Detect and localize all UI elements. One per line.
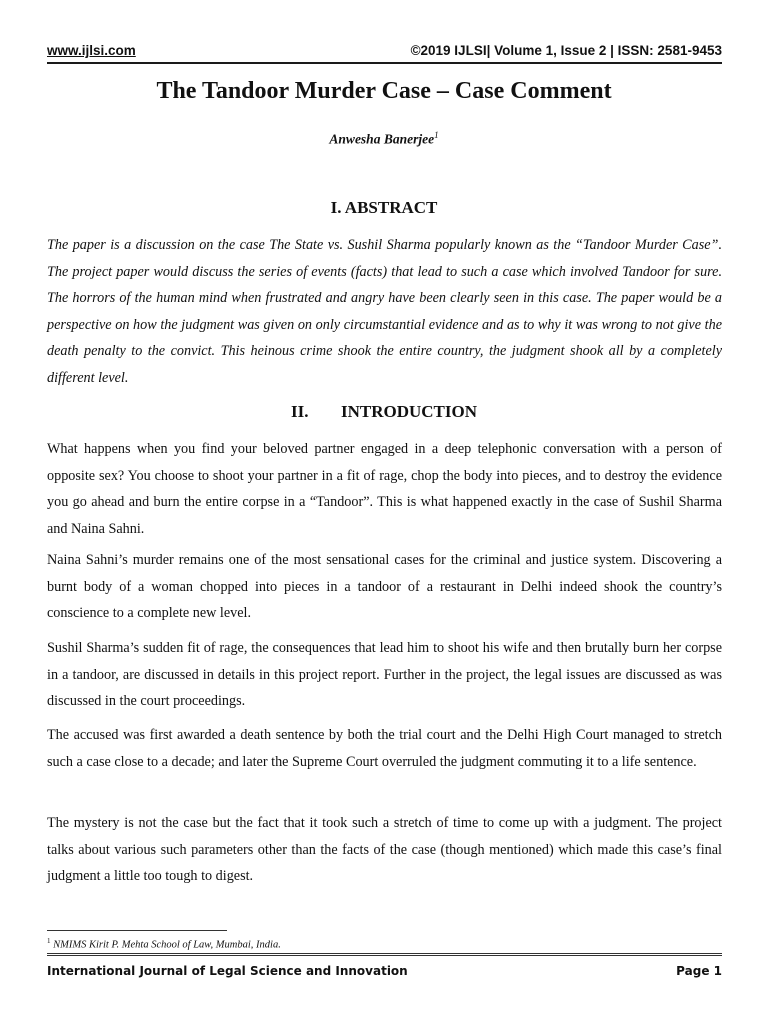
intro-paragraph-2: Naina Sahni’s murder remains one of the most sensational cases for the criminal and justice system. Discovering a burnt body of a woman chopped into pieces in a tandoor of a restaurant in Delhi indeed shook the country’s conscience to a complete new level. [47,552,722,622]
footnote-text: NMIMS Kirit P. Mehta School of Law, Mumbai, India. [53,939,281,951]
introduction-heading [0,402,768,422]
intro-paragraph-1: What happens when you find your beloved partner engaged in a deep telephonic conversation with a person of opposite sex? You choose to shoot your partner in a fit of rage, chop the body into pieces, and to destroy the evidence you go ahead and burn the entire corpse in a “Tandoor”. This is what happened exactly in the case of Sushil Sharma and Naina Sahni. [47,441,722,537]
intro-paragraph-5: The mystery is not the case but the fact that it took such a stretch of time to come up with a judgment. The project talks about various such parameters other than the facts of the case (though mentioned) which made this case’s final judgment a little too tough to digest. [47,815,722,885]
footer-journal-name: International Journal of Legal Science and Innovation [47,964,408,978]
abstract-text: The paper is a discussion on the case The State vs. Sushil Sharma popularly known as the “Tandoor Murder Case”. The project paper would discuss the series of events (facts) that lead to such a case which involved Tandoor for sure. The horrors of the human mind when frustrated and angry have been clearly seen in this case. The paper would be a perspective on how the judgment was given on only circumstantial evidence and as to why it was wrong to not give the death penalty to the convict. This heinous crime shook the entire country, the judgment shook all by a completely different level. [47,237,722,386]
intro-paragraph-3: Sushil Sharma’s sudden fit of rage, the consequences that lead him to shoot his wife and then brutally burn her corpse in a tandoor, are discussed in details in this project report. Further in the project, the legal issues are discussed as was discussed in the court proceedings. [47,640,722,710]
page-header [47,43,722,64]
author-line [0,130,768,148]
footnote-mark: 1 [47,937,51,945]
intro-paragraph-4: The accused was first awarded a death sentence by both the trial court and the Delhi High Court managed to stretch such a case close to a decade; and later the Supreme Court overruled the judgment commuting it to a life sentence. [47,727,722,770]
introduction-title: INTRODUCTION [340,402,478,421]
introduction-number: II. [290,402,309,421]
author-name: Anwesha Banerjee [329,131,435,147]
footnote-divider [47,930,227,931]
page-number: Page 1 [676,964,722,978]
journal-website-link[interactable]: www.ijlsi.com [47,43,136,58]
paper-title: The Tandoor Murder Case – Case Comment [156,78,612,104]
journal-citation: ©2019 IJLSI| Volume 1, Issue 2 | ISSN: 2581-9453 [410,43,722,58]
footnote [47,937,281,951]
abstract-heading: I. ABSTRACT [330,198,438,217]
page-footer [47,953,722,978]
author-footnote-mark[interactable]: 1 [434,130,439,140]
